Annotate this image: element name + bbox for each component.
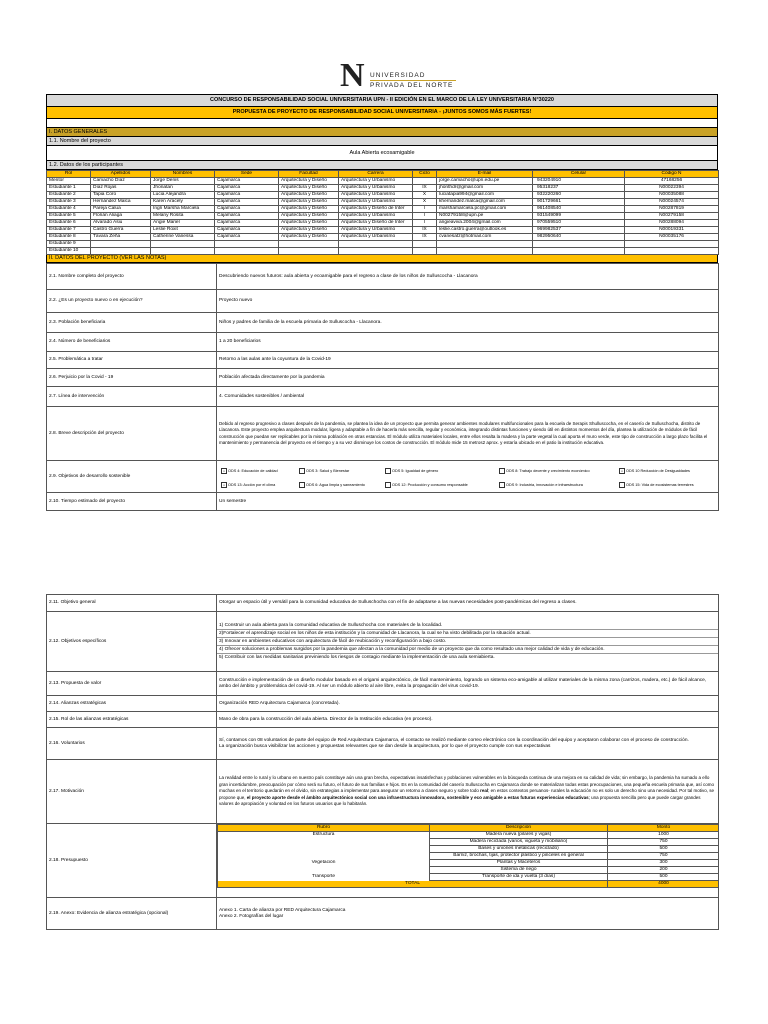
specific-objectives [217,612,719,672]
budget-description: Barniz, brochas, tijas, protector plástico y pinceles en general [430,853,608,860]
volunteers-text-2: La organización busca visibilizar las acciones y propuestas relevantes que se dan desde la arquitectura, por lo que el proyecto cumple con sus expectativas [219,743,551,749]
table-cell: Cajamarca [215,199,279,206]
table-cell: Leslie Roxit [151,227,215,234]
list-item: 1) Construir un aula abierta para la comunidad educativa de Sulluschocha con materiales de la localidad. [217,622,718,630]
table-cell: Estudiante 9 [47,241,91,248]
budget-amount: 200 [608,867,719,874]
table-cell: Cajamarca [215,227,279,234]
field-label: 2.2. ¿Es un proyecto nuevo o en ejecución? [47,290,217,313]
table-cell: Arquitectura y Diseño [279,192,339,199]
table-cell: Estudiante 6 [47,220,91,227]
project-name-value: Aula Abierta ecosamigable [46,146,718,161]
table-row [47,178,719,185]
table-cell: 95318237 [533,185,625,192]
logo-line2: PRIVADA DEL NORTE [370,82,454,89]
list-item: 5) Contribuir con las medidas sanitarias previniendo los riesgos de contagio mediante la implementación de una aula semiabierta. [219,655,495,660]
table-cell [215,241,279,248]
table-cell [533,241,625,248]
table-cell: jorge.camacho@upn.edu.pe [437,178,533,185]
budget-description: Bases y uniones metálicas (reciclado) [430,846,608,853]
table-cell [91,241,151,248]
table-cell: N00022394 [625,185,719,192]
table-cell: Ingri Marsha Marciela [151,206,215,213]
project-details-table [46,594,719,930]
table-cell: Arquitectura y Diseño [279,206,339,213]
table-cell: Estudiante 5 [47,213,91,220]
checkbox-icon[interactable] [385,482,391,488]
table-cell [151,248,215,255]
table-row [47,192,719,199]
budget-category: Vegetación [218,860,430,867]
field-label: 2.1. Nombre completo del proyecto [47,264,217,290]
logo-line1: UNIVERSIDAD [370,72,426,79]
logo-divider [370,80,456,81]
table-cell: Karen Aracely [151,199,215,206]
table-cell: IX [413,234,437,241]
motivation-emphasis: el proyecto aporte desde el ámbito arquitectónico social con una infraestructura innovadora, sostenible y eco amigable a estas futuras experiencias educativas [246,794,589,800]
budget-row [218,860,719,867]
budget-row [218,867,719,874]
table-cell: Arquitectura y Diseño [279,227,339,234]
table-cell: marshamarciela.pc@gmail.com [437,206,533,213]
table-cell [215,248,279,255]
budget-category [218,846,430,853]
budget-row [218,874,719,881]
table-cell: X [413,192,437,199]
project-name-label: 1.1. Nombre del proyecto [46,137,718,146]
table-cell: Mentor [47,178,91,185]
table-cell [437,241,533,248]
field-value: Proyecto nuevo [217,290,719,313]
budget-total-amount: 4000 [608,881,719,888]
table-cell: Cajamarca [215,234,279,241]
table-cell: Arquitectura y Urbanismo [339,234,413,241]
table-cell: Cajamarca [215,178,279,185]
field-value [217,898,719,930]
table-cell: Castro Guerra [91,227,151,234]
proposal-title: PROPUESTA DE PROYECTO DE RESPONSABILIDAD SOCIAL UNIVERSITARIA - ¡JUNTOS SOMOS MÁS FUERTES! [46,107,718,119]
participants-header-row [47,171,719,178]
column-header: Nombres [151,171,215,178]
table-cell: Arquitectura y Diseño [279,213,339,220]
table-cell: Arquitectura y Urbanismo [339,192,413,199]
annex-item: Anexo 2. Fotografías del lugar [219,913,284,919]
ods-item[interactable]: x ODS 13: Acción por el clima [221,482,275,488]
field-value: Organización RED Arquitectura Cajamarca (concretada). [217,696,719,712]
section-1-title: I. DATOS GENERALES [46,128,718,137]
field-label: 2.16. Voluntarios [47,728,217,760]
table-cell: N00279158@upn.pe [437,213,533,220]
table-cell: Angie Mariel [151,220,215,227]
table-cell: N00035176 [625,234,719,241]
column-header: Apellidos [91,171,151,178]
ods-cell [217,461,719,493]
budget-row [218,853,719,860]
table-cell: khernandez.malca@gmail.com [437,199,533,206]
table-cell [533,248,625,255]
field-value: Debido al regreso progresivo a clases después de la pandemia, se plantea la idea de un proyecto que permita generar ambientes modulares multifuncionales para la escuela de Serapis Shulluscocha, en el caserío de Sulluschocha, distrito de Llacanora. Este proyecto emplea arquitectura modular, ligera y adaptable a fin de hacerla más sencilla, regular y económica, integrando distintas funciones y siendo útil en distintos momentos del día, plantea la utilización de módulos de fácil construcción que puedan ser replicables por la misma población en otras estancias. El módulo utiliza materiales locales, entre ellos resalta la madera y la parte vegetal la cual aporta el muro verde, este tipo de construcción a largo plazo facilita el mantenimiento y permanencia del proyecto en el tiempo y a su vez disminuye los costos de construcción. El módulo mide 15 metros2 aprox. y estaría ubicado en el patio la institución educativa. [217,407,719,461]
field-label: 2.11. Objetivo general [47,595,217,612]
volunteers-text-1: Sí, contamos con 08 voluntarios de parte del equipo de Red Arquitectura Cajamarca, el contacto se realizó mediante correo electrónico con la coordinación del equipo y aceptaron colaborar con el proceso de construcción. [219,737,689,743]
field-value: Población afectada directamente por la pandemia [217,369,719,387]
table-cell: Arquitectura y Diseño [279,234,339,241]
field-label: 2.5. Problemática a tratar [47,352,217,369]
table-cell: Arquitectura y Urbanismo [339,213,413,220]
table-cell [279,248,339,255]
budget-table [217,824,719,888]
field-label: 2.14. Alianzas estratégicas [47,696,217,712]
table-cell: Cajamarca [215,220,279,227]
budget-amount: 300 [608,860,719,867]
table-cell: Arquitectura y Diseño de Inter [339,220,413,227]
table-cell: 943204910 [533,178,625,185]
table-cell [339,241,413,248]
motivation-text: ; una propuesta sencilla pero que puede cargar grandes valores de apropiación y voluntad en los futuros usuarios que lo habitarán. [219,794,701,807]
table-cell: 932220260 [533,192,625,199]
table-cell: Távara Zeña [91,234,151,241]
ods-item[interactable]: ODS 3: Salud y Bienestar [299,468,349,474]
table-cell: N00287819 [625,206,719,213]
spacer-row [46,119,718,128]
participants-label: 1.2. Datos de los participantes [46,161,718,170]
budget-total-row [218,881,719,888]
field-value: Descubriendo nuevos futuros: aula abierta y ecoamigable para el regreso a clase de los niños de Sulluscocha - Llacanora [217,264,719,290]
table-row [47,220,719,227]
table-cell: Estudiante 2 [47,192,91,199]
table-cell [625,241,719,248]
table-cell: N00024574 [625,199,719,206]
table-cell: Arquitectura y Diseño [279,199,339,206]
field-label: 2.7. Línea de intervención [47,387,217,407]
table-cell: 901729661 [533,199,625,206]
field-label: 2.15. Rol de las alianzas estratégicas [47,712,217,728]
table-cell: 961408540 [533,206,625,213]
column-header: Celular [533,171,625,178]
field-label: 2.9. Objetivos de desarrollo sostenible [47,461,217,493]
budget-total-label: TOTAL [218,881,608,888]
field-label: 2.3. Población beneficiaria [47,313,217,333]
motivation-text: La realidad entre lo rural y lo urbano en nuestro país constituye aún una gran brecha, expectativas insatisfechas y poblaciones vulnerables en la búsqueda continua de una mejora en su calidad de vida; sin embargo, la pandemia ha sumado a ello gran incertidumbre, preocupación por cómo será su futuro, el futuro de sus familias e hijos. Es en la comunidad del caserío Sulluscocha en Cajamarca donde se materializan todas estas preocupaciones, una pequeña escuela primaria que, así como muchas en el territorio quedarán en el olvido, sin estrategias a implementar para asegurar un retorno a clases seguro y sobre todo [219,775,715,794]
annex-item: Anexo 1. Carta de alianza por RED Arquitectura Cajamarca [219,907,346,913]
table-cell: Díaz Rojas [91,185,151,192]
logo-mark: N [340,57,365,94]
table-cell: X [413,199,437,206]
field-label: 2.4. Número de beneficiarios [47,333,217,352]
budget-row [218,846,719,853]
column-header: Facultad [279,171,339,178]
field-value: 4. Comunidades sostenibles / ambiental [217,387,719,407]
field-value: Mano de obra para la construcción del aula abierta. Director de la Institución educativa (en proceso). [217,712,719,728]
table-cell: 970559510 [533,220,625,227]
table-cell: Catherine Vanessa [151,234,215,241]
field-value: Construcción e implementación de un diseño modular basado en el origami arquitectónico, de fácil mantenimiento, logrando un sistema eco-amigable al utilizar materiales de la misma zona (carrizos, madera, etc.) de fácil alcance, ambo del ámbito y problemática del covid-19. Al ser un módulo abierto al aire libre, evita la propagación del virus covid-19. [217,672,719,696]
table-cell: cvanesatz@hotmail.com [437,234,533,241]
table-cell [413,241,437,248]
field-label: 2.6. Perjuicio por la Covid - 19 [47,369,217,387]
table-cell: Jorge Denis [151,178,215,185]
column-header: E-mail [437,171,533,178]
field-label: 2.19. Anexo: Evidencia de alianza estratégica (opcional) [47,898,217,930]
table-cell: Arquitectura y Urbanismo [339,227,413,234]
budget-cell [217,824,719,898]
ods-item[interactable]: ODS 5: Igualdad de género [385,468,438,474]
table-cell: Estudiante 4 [47,206,91,213]
ods-item[interactable]: ODS 9: Industria, innovación e infraestructura [499,482,583,488]
table-cell: Arquitectura y Diseño de Inter [339,206,413,213]
field-label: 2.10. Tiempo estimado del proyecto [47,493,217,511]
budget-description: Transporte de ida y vuelta (3 días) [430,874,608,881]
checkbox-icon[interactable] [385,468,391,474]
column-header: Rubro [218,825,430,832]
column-header: Ciclo [413,171,437,178]
table-cell: Pareja Calua [91,206,151,213]
table-cell: IX [413,227,437,234]
field-value: Niños y padres de familia de la escuela primaria de Sulluscocha - Llacanora. [217,313,719,333]
table-cell: Estudiante 3 [47,199,91,206]
field-value [217,760,719,824]
table-cell: Estudiante 1 [47,185,91,192]
list-item: 4) Ofrecer soluciones a problemas surgidos por la pandemia que afectan a la comunidad por medio de un proyecto que da como resultado una mejor calidad de vida y de educación. [217,646,718,654]
table-cell: Arquitectura y Diseño [279,178,339,185]
ods-item[interactable]: ODS 6: Agua limpia y saneamiento [299,482,365,488]
field-value: Retorno a las aulas ante la coyuntura de la Covid-19 [217,352,719,369]
ods-item[interactable]: ODS 15: Vida de ecosistemas terrestres [619,482,694,488]
table-cell: jhonthdr@gmail.com [437,185,533,192]
section-2-title: II. DATOS DEL PROYECTO (VER LAS NOTAS) [46,255,718,263]
table-cell [279,241,339,248]
table-cell: N00019331 [625,227,719,234]
budget-row [218,832,719,839]
field-label: 2.13. Propuesta de valor [47,672,217,696]
table-cell: 47168256 [625,178,719,185]
table-cell: Cajamarca [215,206,279,213]
motivation-emphasis: real [480,788,489,794]
table-cell: Arquitectura y Diseño [279,220,339,227]
table-cell: Lucia Alejandra [151,192,215,199]
field-label: 2.18. Presupuesto [47,824,217,898]
budget-category [218,867,430,874]
ods-item[interactable]: x ODS 10 Reducción de Desigualdades [619,468,690,474]
table-cell: angieaviva.2004@gmail.com [437,220,533,227]
form-page-1 [46,94,718,511]
table-cell: Arquitectura y Urbanismo [339,185,413,192]
table-cell: Arquitectura y Diseño [279,185,339,192]
table-cell: I [413,220,437,227]
field-value: Un semestre [217,493,719,511]
table-cell: Cajamarca [215,185,279,192]
budget-amount: 500 [608,874,719,881]
column-header: Sede [215,171,279,178]
checkbox-icon[interactable]: x [619,468,625,474]
table-cell [413,178,437,185]
table-cell: IX [413,185,437,192]
field-value: Otorgar un espacio útil y versátil para la comunidad educativa de Sulluschocha con el fin de adaptarse a las nuevas necesidades post-pandémicas del regreso a clases. [217,595,719,612]
table-cell: Arquitectura y Urbanismo [339,199,413,206]
table-cell: Melany Rosita [151,213,215,220]
table-cell: Camacho Díaz [91,178,151,185]
checkbox-icon[interactable] [299,482,305,488]
table-row [47,234,719,241]
table-cell: Tapia Coro [91,192,151,199]
table-cell: Jhonatan [151,185,215,192]
table-cell: Estudiante 8 [47,234,91,241]
table-cell: Estudiante 10 [47,248,91,255]
contest-title: CONCURSO DE RESPONSABILIDAD SOCIAL UNIVERSITARIA UPN - II EDICIÓN EN EL MARCO DE LA LEY UNIVERSITARIA N°30220 [46,94,718,107]
table-cell: Hernández Malca [91,199,151,206]
budget-description: Plantas y Maceteros [430,860,608,867]
column-header: Descripción [430,825,608,832]
table-row [47,199,719,206]
table-cell: I [413,213,437,220]
table-cell: Alvarado Asiu [91,220,151,227]
table-cell: N00288094 [625,220,719,227]
checkbox-icon[interactable]: x [221,468,227,474]
budget-category [218,839,430,846]
budget-amount: 750 [608,839,719,846]
column-header: Monto [608,825,719,832]
budget-row [218,839,719,846]
table-cell: Cajamarca [215,213,279,220]
table-cell [625,248,719,255]
checkbox-icon[interactable] [499,482,505,488]
field-label: 2.8. Breve descripción del proyecto [47,407,217,461]
table-row [47,241,719,248]
field-label: 2.12. Objetivos específicos [47,612,217,672]
budget-amount: 500 [608,846,719,853]
table-row [47,227,719,234]
checkbox-icon[interactable] [619,482,625,488]
table-cell: Estudiante 7 [47,227,91,234]
field-value: 1 a 20 beneficiarios [217,333,719,352]
table-cell: leslie.castro.guerra@outlook.es [437,227,533,234]
motivation-text: ; en estos contextos peruanos- rurales la educación no es solo un derecho sino una necesidad. Por tal motivo, se propone que, [219,788,715,800]
table-cell [413,248,437,255]
table-cell [437,248,533,255]
column-header: Carrera [339,171,413,178]
university-logo [340,58,470,94]
budget-description: Madera nueva (pilares y vigas) [430,832,608,839]
ods-item[interactable]: x ODS 4: Educación de calidad [221,468,278,474]
column-header: Rol [47,171,91,178]
checkbox-icon[interactable] [299,468,305,474]
budget-category [218,853,430,860]
table-cell: I [413,206,437,213]
field-label: 2.17. Motivación [47,760,217,824]
table-cell [339,248,413,255]
budget-description: Sistema de riego [430,867,608,874]
table-cell: 982950640 [533,234,625,241]
budget-category: Transporte [218,874,430,881]
budget-header-row [218,825,719,832]
budget-amount: 1000 [608,832,719,839]
checkbox-icon[interactable] [499,468,505,474]
budget-category: Estructura [218,832,430,839]
table-cell: 931549099 [533,213,625,220]
table-cell: Florián Aliaga [91,213,151,220]
list-item: 3) Innovar en ambientes educativos con arquitectura de fácil de reubicación y reconfiguración a bajo costo. [217,638,718,646]
form-page-2 [46,594,718,930]
table-cell: Cajamarca [215,192,279,199]
table-cell: luciatapia994@gmail.com [437,192,533,199]
table-cell [91,248,151,255]
budget-description: Madera reciclada (vanos, vigueta y mobiliario) [430,839,608,846]
table-row [47,213,719,220]
table-row [47,206,719,213]
table-cell: N00279158 [625,213,719,220]
column-header: Código N [625,171,719,178]
table-cell: 969982537 [533,227,625,234]
project-data-table [46,263,719,511]
table-row [47,185,719,192]
table-cell: N00035088 [625,192,719,199]
table-cell [151,241,215,248]
participants-table [46,170,719,255]
budget-amount: 750 [608,853,719,860]
checkbox-icon[interactable]: x [221,482,227,488]
table-row [47,248,719,255]
ods-item[interactable]: ODS 8: Trabajo decente y crecimiento económico [499,468,590,474]
field-value [217,728,719,760]
list-item: 2)Fortalecer el aprendizaje social en los niños de esta institución y la comunidad de Llacanora, la cual se ha visto debilitada por la situación actual. [217,630,718,638]
table-cell: Arquitectura y Urbanismo [339,178,413,185]
ods-item[interactable]: ODS 12: Producción y consumo responsable [385,482,468,488]
